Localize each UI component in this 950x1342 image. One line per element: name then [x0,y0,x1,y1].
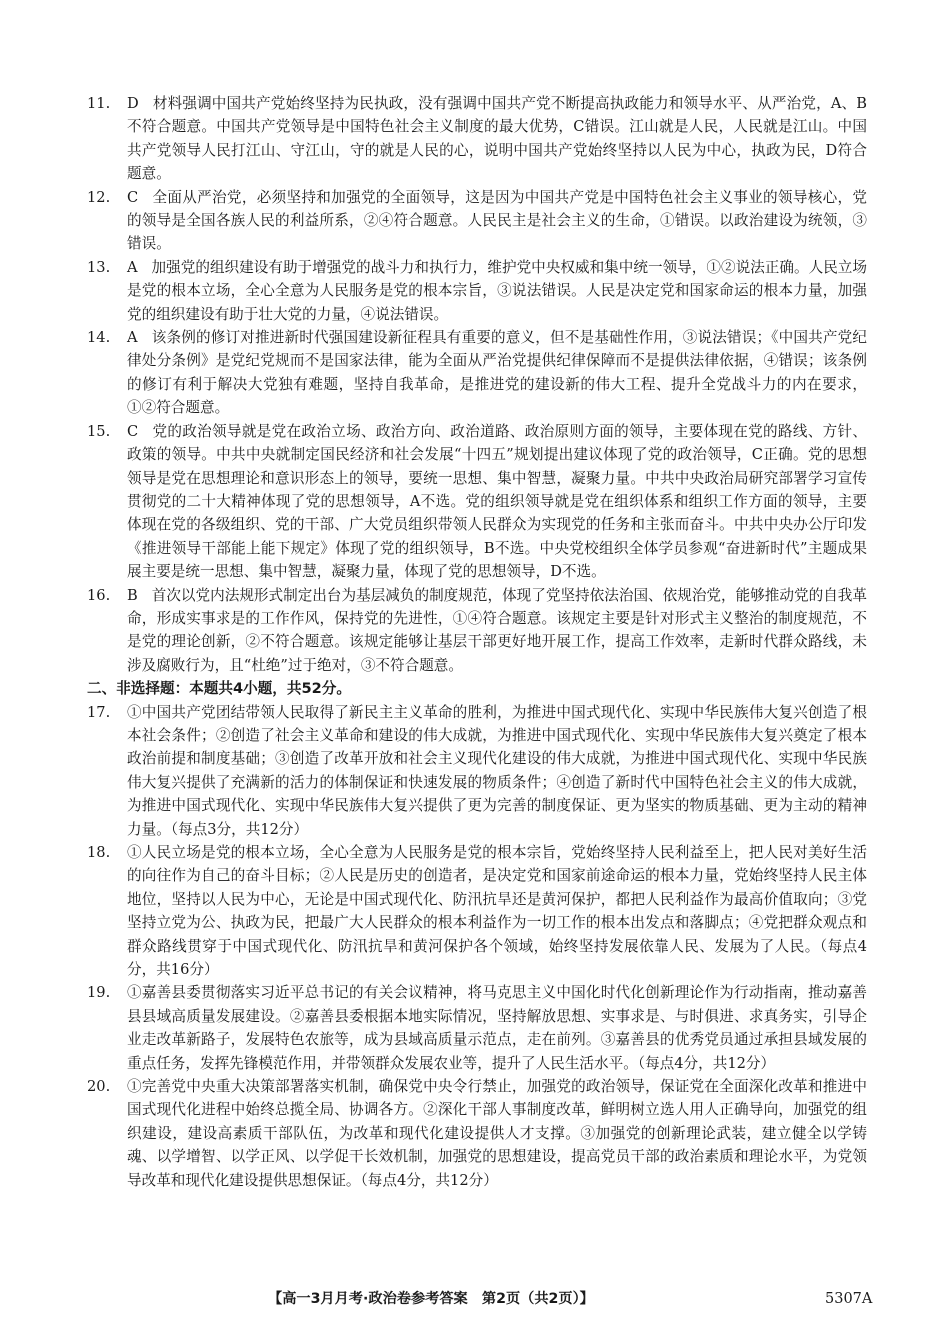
answer-explanation: 材料强调中国共产党始终坚持为民执政，没有强调中国共产党不断提高执政能力和领导水平、从严治党，A、B不符合题意。中国共产党领导是中国特色社会主义制度的最大优势，C错误。江山就是人民，人民就是江山。中国共产党领导人民打江山、守江山，守的就是人民的心，说明中国共产党始终坚持以人民为中心，执政为民，D符合题意。 [127,95,867,183]
answer-key: D [127,95,139,112]
answer-item-17 [87,701,867,841]
answer-explanation: 全面从严治党，必须坚持和加强党的全面领导，这是因为中国共产党是中国特色社会主义事业的领导核心，党的领导是全国各族人民的利益所系，②④符合题意。人民民主是社会主义的生命，①错误。以政治建设为统领，③错误。 [127,188,867,253]
answer-number: 20. [87,1078,111,1096]
answer-explanation: 党的政治领导就是党在政治立场、政治方向、政治道路、政治原则方面的领导，主要体现在党的路线、方针、政策的领导。中共中央就制定国民经济和社会发展“十四五”规划提出建议体现了党的政治领导，C正确。党的思想领导是党在思想理论和意识形态上的领导，要统一思想、集中智慧，凝聚力量。中共中央政治局研究部署学习宣传贯彻党的二十大精神体现了党的思想领导，A不选。党的组织领导就是党在组织体系和组织工作方面的领导，主要体现在党的各级组织、党的干部、广大党员组织带领人民群众为实现党的任务和主张而奋斗。中共中央办公厅印发《推进领导干部能上能下规定》体现了党的组织领导，B不选。中央党校组织全体学员参观“奋进新时代”主题成果展主要是统一思想、集中智慧，凝聚力量，体现了党的思想领导，D不选。 [127,422,867,581]
answer-explanation: 首次以党内法规形式制定出台为基层减负的制度规范，体现了党坚持依法治国、依规治党，能够推动党的自我革命，形成实事求是的工作作风，保持党的先进性，①④符合题意。该规定主要是针对形式主义整治的制度规范，不是党的理论创新，②不符合题意。该规定能够让基层干部更好地开展工作，提高工作效率，走新时代群众路线，未涉及腐败行为，且“杜绝”过于绝对，③不符合题意。 [127,586,867,674]
answer-number: 12. [87,188,111,206]
footer-title: 【高一3月月考·政治卷参考答案 第2页（共2页）】 [268,1291,594,1307]
answer-number: 17. [87,703,111,721]
answer-item-16 [87,584,867,678]
answer-page [87,92,867,1192]
answer-key: A [127,258,138,276]
answer-explanation: ①中国共产党团结带领人民取得了新民主主义革命的胜利，为推进中国式现代化、实现中华民族伟大复兴创造了根本社会条件；②创造了社会主义革命和建设的伟大成就，为推进中国式现代化、实现中华民族伟大复兴奠定了根本政治前提和制度基础；③创造了改革开放和社会主义现代化建设的伟大成就，为推进中国式现代化、实现中华民族伟大复兴提供了充满新的活力的体制保证和快速发展的物质条件；④创造了新时代中国特色社会主义的伟大成就，为推进中国式现代化、实现中华民族伟大复兴提供了更为完善的制度保证、更为坚实的物质基础、更为主动的精神力量。（每点3分，共12分） [127,703,867,838]
answer-number: 15. [87,422,111,440]
answer-item-14 [87,326,867,420]
section-2-heading: 二、非选择题：本题共4小题，共52分。 [87,680,351,698]
page-footer [0,1287,950,1311]
answer-key: A [127,329,138,347]
answer-item-13 [87,256,867,326]
answer-explanation: ①完善党中央重大决策部署落实机制，确保党中央令行禁止，加强党的政治领导，保证党在全面深化改革和推进中国式现代化进程中始终总揽全局、协调各方。②深化干部人事制度改革，鲜明树立选人用人正确导向，加强党的组织建设，建设高素质干部队伍，为改革和现代化建设提供人才支撑。③加强党的创新理论武装，建立健全以学铸魂、以学增智、以学正风、以学促干长效机制，加强党的思想建设，提高党员干部的政治素质和理论水平，为党领导改革和现代化建设提供思想保证。（每点4分，共12分） [127,1078,867,1189]
answer-explanation: ①嘉善县委贯彻落实习近平总书记的有关会议精神，将马克思主义中国化时代化创新理论作为行动指南，推动嘉善县县域高质量发展建设。②嘉善县委根据本地实际情况，坚持解放思想、实事求是、与时俱进、求真务实，引导企业走改革新路子，发展特色农旅等，成为县域高质量示范点，走在前列。③嘉善县的优秀党员通过承担县域发展的重点任务，发挥先锋模范作用，并带领群众发展农业等，提升了人民生活水平。（每点4分，共12分） [127,984,867,1072]
answer-number: 11. [87,95,111,112]
answer-item-19 [87,981,867,1075]
answer-key: C [127,188,139,206]
answer-item-20 [87,1075,867,1192]
answer-number: 18. [87,844,111,861]
footer-code: 5307A [825,1291,873,1307]
answer-number: 19. [87,984,111,1002]
answer-item-15 [87,420,867,584]
answer-key: B [127,586,138,604]
answer-explanation: ①人民立场是党的根本立场，全心全意为人民服务是党的根本宗旨，党始终坚持人民利益至上，把人民对美好生活的向往作为自己的奋斗目标；②人民是历史的创造者，是决定党和国家前途命运的根本力量，党始终坚持人民主体地位，坚持以人民为中心，无论是中国式现代化、防汛抗旱还是黄河保护，都把人民利益作为最高价值取向；③党坚持立党为公、执政为民，把最广大人民群众的根本利益作为一切工作的根本出发点和落脚点；④党把群众观点和群众路线贯穿于中国式现代化、防汛抗旱和黄河保护各个领域，始终坚持发展依靠人民、发展为了人民。（每点4分，共16分） [127,844,867,979]
answer-key: C [127,422,139,440]
answer-number: 13. [87,258,111,276]
answer-explanation: 该条例的修订对推进新时代强国建设新征程具有重要的意义，但不是基础性作用，③说法错误；《中国共产党纪律处分条例》是党纪党规而不是国家法律，能为全面从严治党提供纪律保障而不是提供法律依据，④错误；该条例的修订有利于解决大党独有难题，坚持自我革命，是推进党的建设新的伟大工程、提升全党战斗力的内在要求，①②符合题意。 [127,329,867,417]
answer-item-11 [87,92,867,186]
answer-number: 14. [87,329,111,347]
answer-explanation: 加强党的组织建设有助于增强党的战斗力和执行力，维护党中央权威和集中统一领导，①②说法正确。人民立场是党的根本立场，全心全意为人民服务是党的根本宗旨，③说法错误。人民是决定党和国家命运的根本力量，加强党的组织建设有助于壮大党的力量，④说法错误。 [127,258,867,323]
answer-item-12 [87,186,867,256]
answer-number: 16. [87,586,111,604]
answer-item-18 [87,841,867,981]
